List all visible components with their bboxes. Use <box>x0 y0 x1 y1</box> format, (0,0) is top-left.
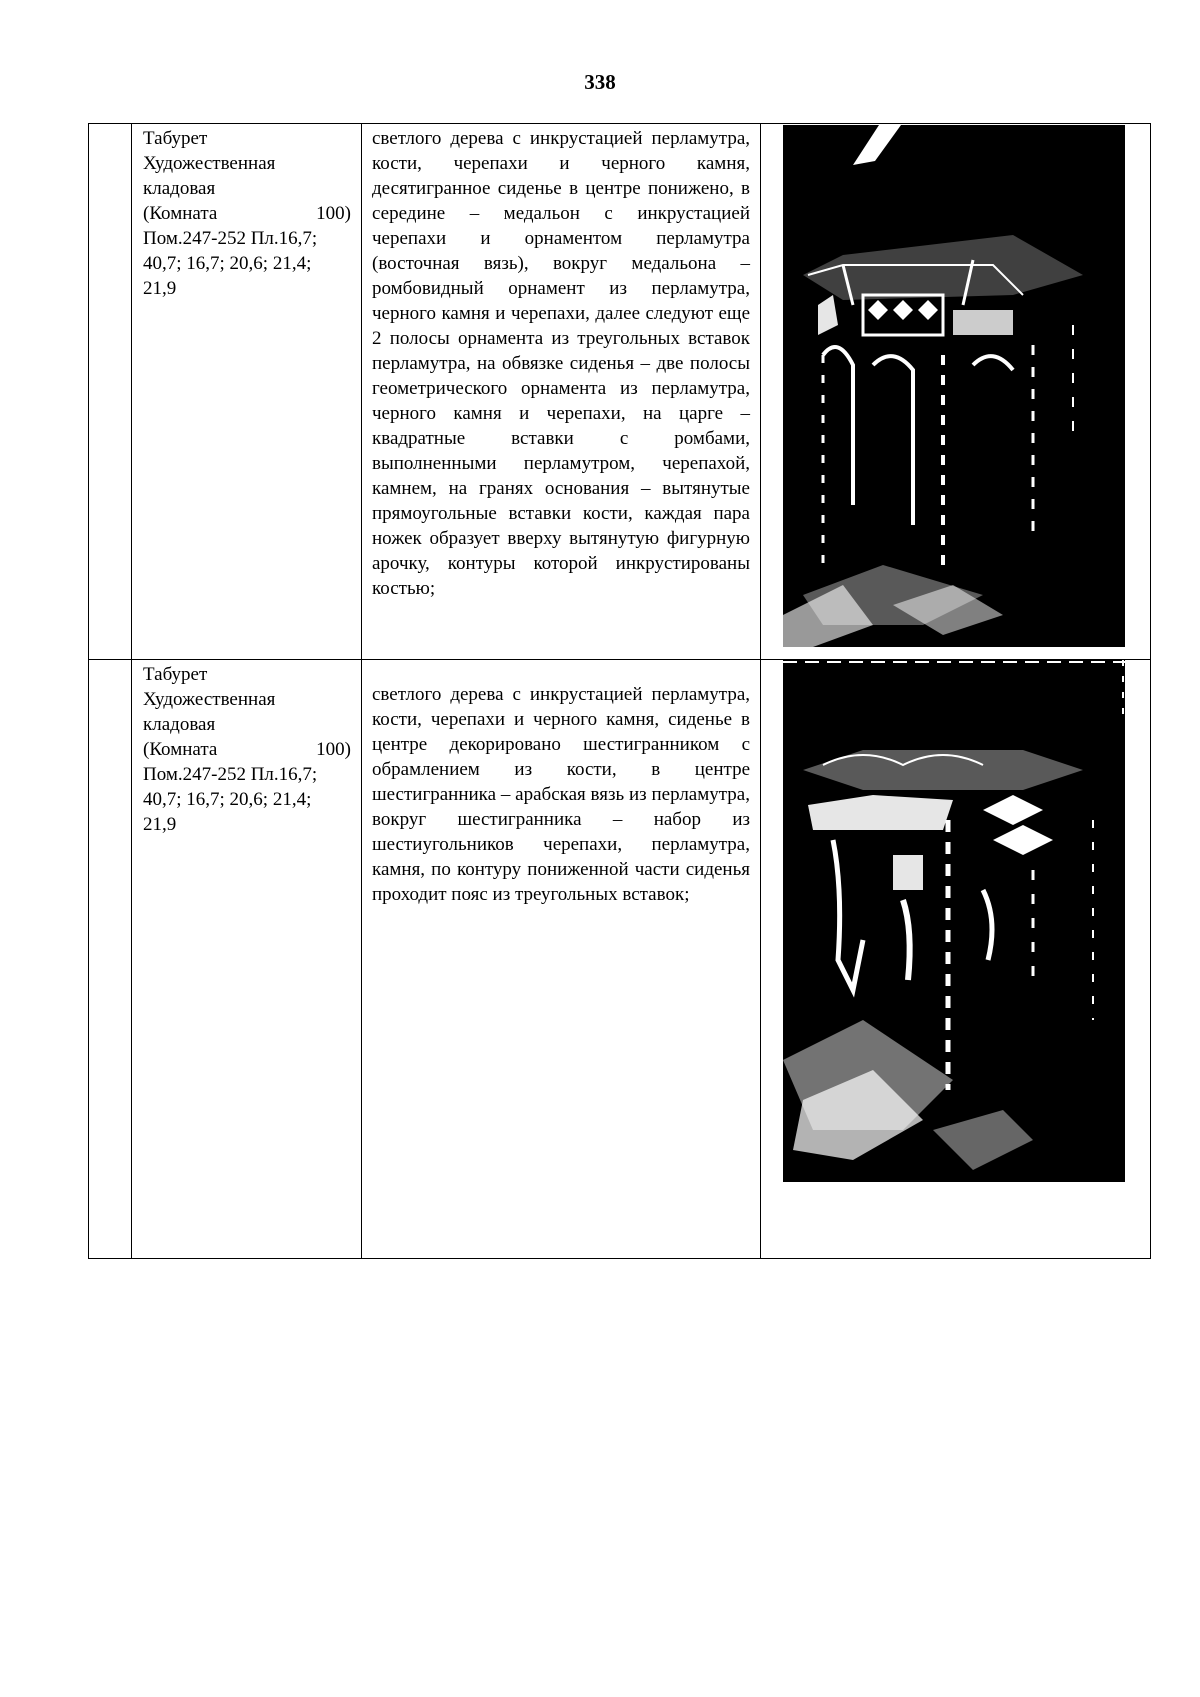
photo-cell <box>761 660 1151 1259</box>
table-row <box>89 660 1151 1259</box>
photo-cell <box>761 124 1151 660</box>
room-label: (Комната <box>143 739 218 760</box>
stool-photo <box>783 660 1125 1182</box>
room-number: 100) <box>316 739 351 760</box>
room-area: Пом.247-252 Пл.16,7; <box>143 764 318 785</box>
stool-photo <box>783 125 1125 647</box>
item-description: светлого дерева с инкрустацией перламутра, кости, черепахи и черного камня, десятигранное сиденье в центре понижено, в середине – медальон с инкрустацией черепахи и орнаментом перламутра (восточная вязь), вокруг медальона – ромбовидный орнамент из перламутра, черного камня и черепахи, далее следуют еще 2 полосы орнамента из треугольных вставок перламутра, на обвязке сиденья – две полосы геометрического орнамента из перламутра, черного камня и черепахи, на царге – квадратные вставки с ромбами, выполненными перламутром, черепахой, камнем, на гранях основания – вытянутые прямоугольные вставки кости, каждая пара ножек образует вверху вытянутую фигурную арочку, контуры которой инкрустированы костью; <box>372 128 750 599</box>
room-area: 21,9 <box>143 814 177 835</box>
room-area: 21,9 <box>143 278 177 299</box>
item-name: Табурет <box>143 128 208 149</box>
room-label: (Комната <box>143 203 218 224</box>
item-name: Табурет <box>143 664 208 685</box>
item-description: светлого дерева с инкрустацией перламутра, кости, черепахи и черного камня, сиденье в центре декорировано шестигранником с обрамлением из кости, в центре шестигранника – арабская вязь из перламутра, вокруг шестигранника – набор из шестиугольников черепахи, перламутра, камня, по контуру пониженной части сиденья проходит пояс из треугольных вставок; <box>372 684 750 905</box>
room-number: 100) <box>316 203 351 224</box>
item-location: кладовая <box>143 178 216 199</box>
description-cell <box>362 660 761 1259</box>
row-number-cell <box>89 124 132 660</box>
room-area: 40,7; 16,7; 20,6; 21,4; <box>143 789 312 810</box>
inventory-table <box>88 123 1151 1259</box>
room-area: Пом.247-252 Пл.16,7; <box>143 228 318 249</box>
page-number: 338 <box>584 70 616 94</box>
table-row <box>89 124 1151 660</box>
item-location: Художественная <box>143 153 276 174</box>
item-location: кладовая <box>143 714 216 735</box>
row-number-cell <box>89 660 132 1259</box>
item-location: Художественная <box>143 689 276 710</box>
item-name-cell <box>132 660 362 1259</box>
description-cell <box>362 124 761 660</box>
room-area: 40,7; 16,7; 20,6; 21,4; <box>143 253 312 274</box>
item-name-cell <box>132 124 362 660</box>
